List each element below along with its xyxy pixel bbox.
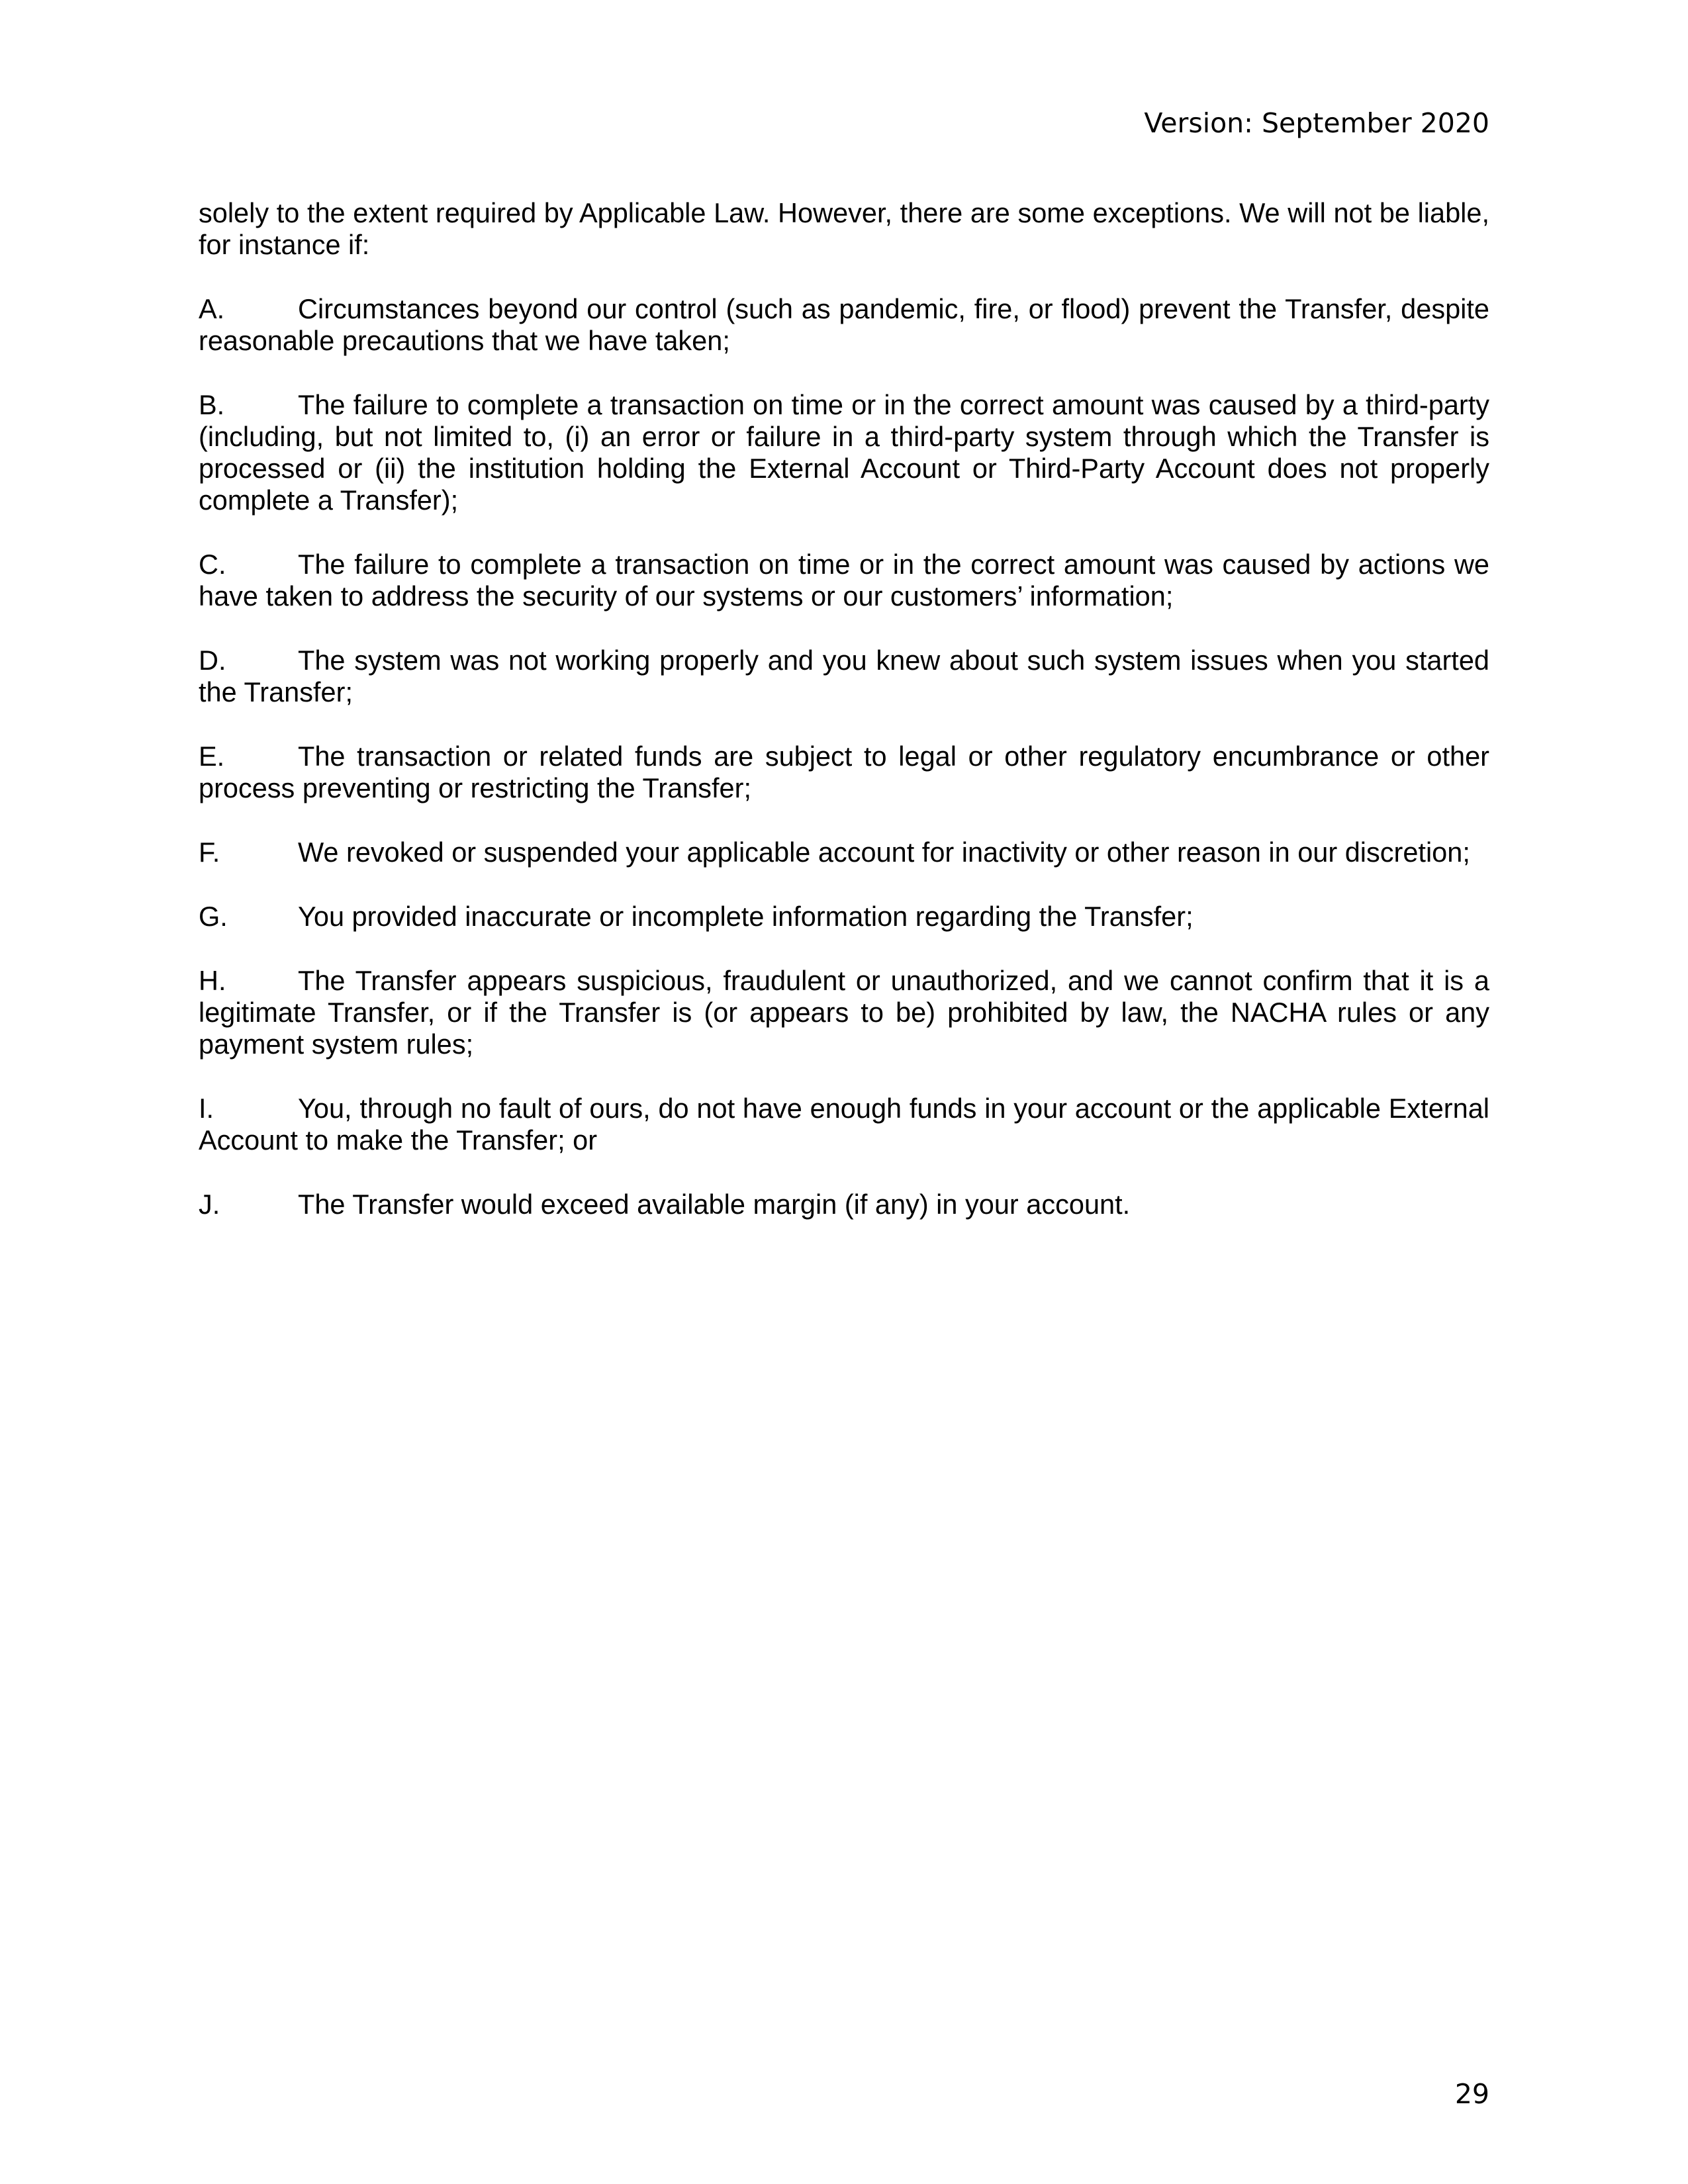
page-number: 29 — [1454, 2078, 1489, 2110]
item-letter: F. — [199, 837, 220, 868]
intro-paragraph: solely to the extent required by Applicable Law. However, there are some exceptions. We will not be liable, for instance if: — [199, 197, 1489, 260]
list-item-i — [199, 1093, 1489, 1156]
item-letter: G. — [199, 901, 228, 932]
list-item-d — [199, 645, 1489, 708]
item-letter: D. — [199, 645, 226, 676]
item-letter: H. — [199, 965, 226, 996]
item-text: You provided inaccurate or incomplete information regarding the Transfer; — [298, 901, 1194, 932]
list-item-h — [199, 965, 1489, 1060]
list-item-e — [199, 741, 1489, 804]
item-text: The failure to complete a transaction on time or in the correct amount was caused by a third-party (including, but not limited to, (i) an error or failure in a third-party system through which the Transfer is processed or (ii) the institution holding the External Account or Third-Party Account does not properly complete a Transfer); — [199, 389, 1489, 516]
item-letter: I. — [199, 1093, 214, 1124]
list-item-a — [199, 293, 1489, 357]
item-letter: J. — [199, 1189, 220, 1220]
list-item-g — [199, 901, 1489, 933]
list-item-c — [199, 549, 1489, 612]
body-text — [199, 197, 1489, 1253]
item-text: Circumstances beyond our control (such as pandemic, fire, or flood) prevent the Transfer, despite reasonable precautions that we have taken; — [199, 293, 1489, 356]
item-text: You, through no fault of ours, do not have enough funds in your account or the applicable External Account to make the Transfer; or — [199, 1093, 1489, 1156]
item-text: The Transfer would exceed available margin (if any) in your account. — [298, 1189, 1131, 1220]
item-letter: E. — [199, 741, 225, 772]
item-text: The transaction or related funds are subject to legal or other regulatory encumbrance or other process preventing or restricting the Transfer; — [199, 741, 1489, 803]
item-text: The Transfer appears suspicious, fraudulent or unauthorized, and we cannot confirm that it is a legitimate Transfer, or if the Transfer is (or appears to be) prohibited by law, the NACHA rules or any payment system rules; — [199, 965, 1489, 1060]
version-header: Version: September 2020 — [1144, 107, 1489, 139]
list-item-j — [199, 1189, 1489, 1220]
item-letter: A. — [199, 293, 225, 324]
item-text: The system was not working properly and you knew about such system issues when you started the Transfer; — [199, 645, 1489, 707]
item-letter: B. — [199, 389, 225, 420]
list-item-b — [199, 389, 1489, 516]
item-text: The failure to complete a transaction on time or in the correct amount was caused by actions we have taken to address the security of our systems or our customers’ information; — [199, 549, 1489, 612]
list-item-f — [199, 837, 1489, 868]
item-text: We revoked or suspended your applicable account for inactivity or other reason in our discretion; — [298, 837, 1470, 868]
item-letter: C. — [199, 549, 226, 580]
